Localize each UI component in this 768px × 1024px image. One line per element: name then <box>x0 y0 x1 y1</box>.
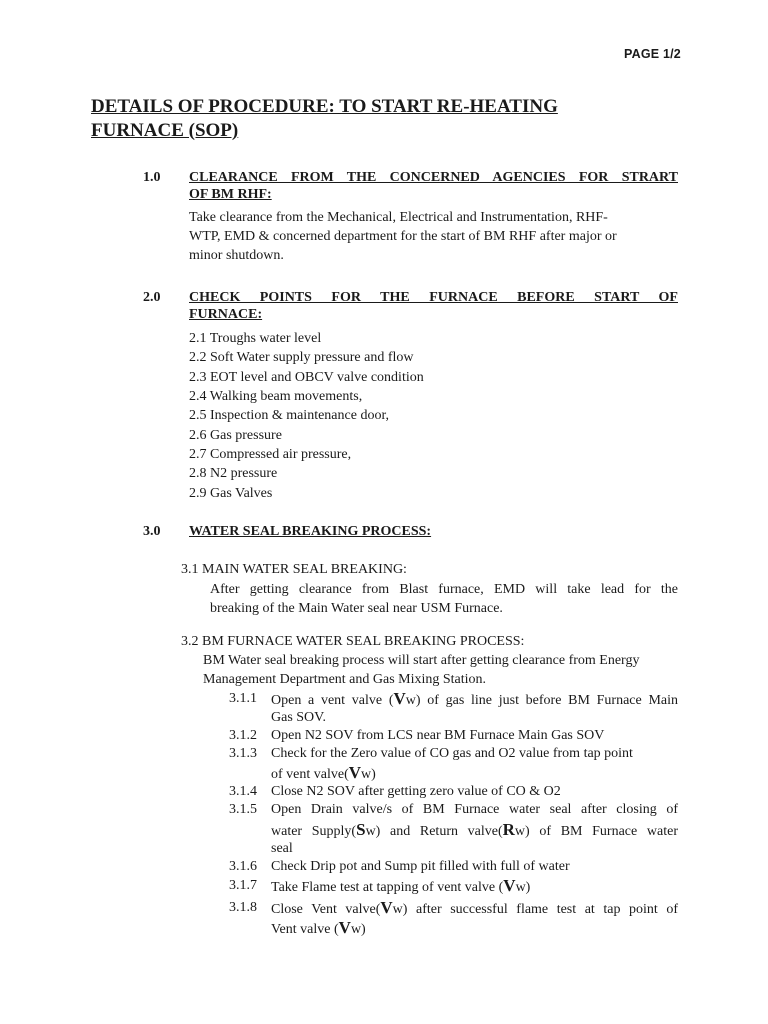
step-number: 3.1.6 <box>229 859 257 874</box>
step-text: Close Vent valve(Vw) after successful flame test at tap point of <box>271 898 678 917</box>
checkpoint-item: 2.8 N2 pressure <box>189 466 278 481</box>
subsection-3-1-line-2: breaking of the Main Water seal near USM Furnace. <box>210 601 503 616</box>
section-3-number: 3.0 <box>143 524 161 539</box>
step-text: Close N2 SOV after getting zero value of CO & O2 <box>271 784 561 799</box>
section-1-number: 1.0 <box>143 170 161 185</box>
step-text: Open Drain valve/s of BM Furnace water seal after closing of <box>271 802 678 817</box>
step-text: Check for the Zero value of CO gas and O2 value from tap point <box>271 746 633 761</box>
checkpoint-item: 2.1 Troughs water level <box>189 331 322 346</box>
document-title-line-2: FURNACE (SOP) <box>91 120 239 141</box>
document-title <box>91 95 651 143</box>
step-text: seal <box>271 841 293 856</box>
checkpoint-item: 2.2 Soft Water supply pressure and flow <box>189 350 414 365</box>
step-number: 3.1.1 <box>229 691 257 706</box>
section-2-heading-line-2: FURNACE: <box>189 307 263 322</box>
checkpoint-item: 2.4 Walking beam movements, <box>189 389 363 404</box>
step-text: of vent valve(Vw) <box>271 763 376 782</box>
step-number: 3.1.4 <box>229 784 257 799</box>
section-1-body-line-3: minor shutdown. <box>189 248 284 263</box>
checkpoint-item: 2.5 Inspection & maintenance door, <box>189 408 390 423</box>
step-text: Check Drip pot and Sump pit filled with full of water <box>271 859 570 874</box>
checkpoint-item: 2.6 Gas pressure <box>189 428 282 443</box>
step-text: Vent valve (Vw) <box>271 918 366 937</box>
step-text: water Supply(Sw) and Return valve(Rw) of BM Furnace water <box>271 820 678 839</box>
page-number: PAGE 1/2 <box>624 47 681 61</box>
checkpoint-item: 2.7 Compressed air pressure, <box>189 447 352 462</box>
section-1-heading-line-2: OF BM RHF: <box>189 187 272 202</box>
checkpoint-item: 2.9 Gas Valves <box>189 486 273 501</box>
section-1-body-line-1: Take clearance from the Mechanical, Electrical and Instrumentation, RHF- <box>189 210 608 225</box>
checkpoint-item: 2.3 EOT level and OBCV valve condition <box>189 370 424 385</box>
subsection-3-1-heading: 3.1 MAIN WATER SEAL BREAKING: <box>181 562 407 577</box>
subsection-3-2-body <box>203 651 678 689</box>
section-1-heading-line-1: CLEARANCE FROM THE CONCERNED AGENCIES FOR STRART <box>189 170 678 185</box>
step-number: 3.1.7 <box>229 878 257 893</box>
step-text: Open a vent valve (Vw) of gas line just before BM Furnace Main <box>271 689 679 708</box>
step-text: Open N2 SOV from LCS near BM Furnace Main Gas SOV <box>271 728 605 743</box>
step-text: Take Flame test at tapping of vent valve (Vw) <box>271 876 531 895</box>
section-3-heading: WATER SEAL BREAKING PROCESS: <box>189 524 432 539</box>
step-number: 3.1.5 <box>229 802 257 817</box>
step-text: Gas SOV. <box>271 710 326 725</box>
section-1-body-line-2: WTP, EMD & concerned department for the start of BM RHF after major or <box>189 229 617 244</box>
section-2-number: 2.0 <box>143 290 161 305</box>
document-title-line-1: DETAILS OF PROCEDURE: TO START RE-HEATING <box>91 96 558 117</box>
subsection-3-1-line-1: After getting clearance from Blast furnace, EMD will take lead for the <box>210 582 678 597</box>
step-number: 3.1.8 <box>229 900 257 915</box>
subsection-3-2-line-1: BM Water seal breaking process will start after getting clearance from Energy <box>203 653 640 668</box>
subsection-3-2-line-2: Management Department and Gas Mixing Station. <box>203 672 487 687</box>
step-number: 3.1.3 <box>229 746 257 761</box>
step-number: 3.1.2 <box>229 728 257 743</box>
subsection-3-2-heading: 3.2 BM FURNACE WATER SEAL BREAKING PROCESS: <box>181 634 525 649</box>
section-1-body <box>189 208 678 265</box>
section-2-heading-line-1: CHECK POINTS FOR THE FURNACE BEFORE START OF <box>189 290 678 305</box>
